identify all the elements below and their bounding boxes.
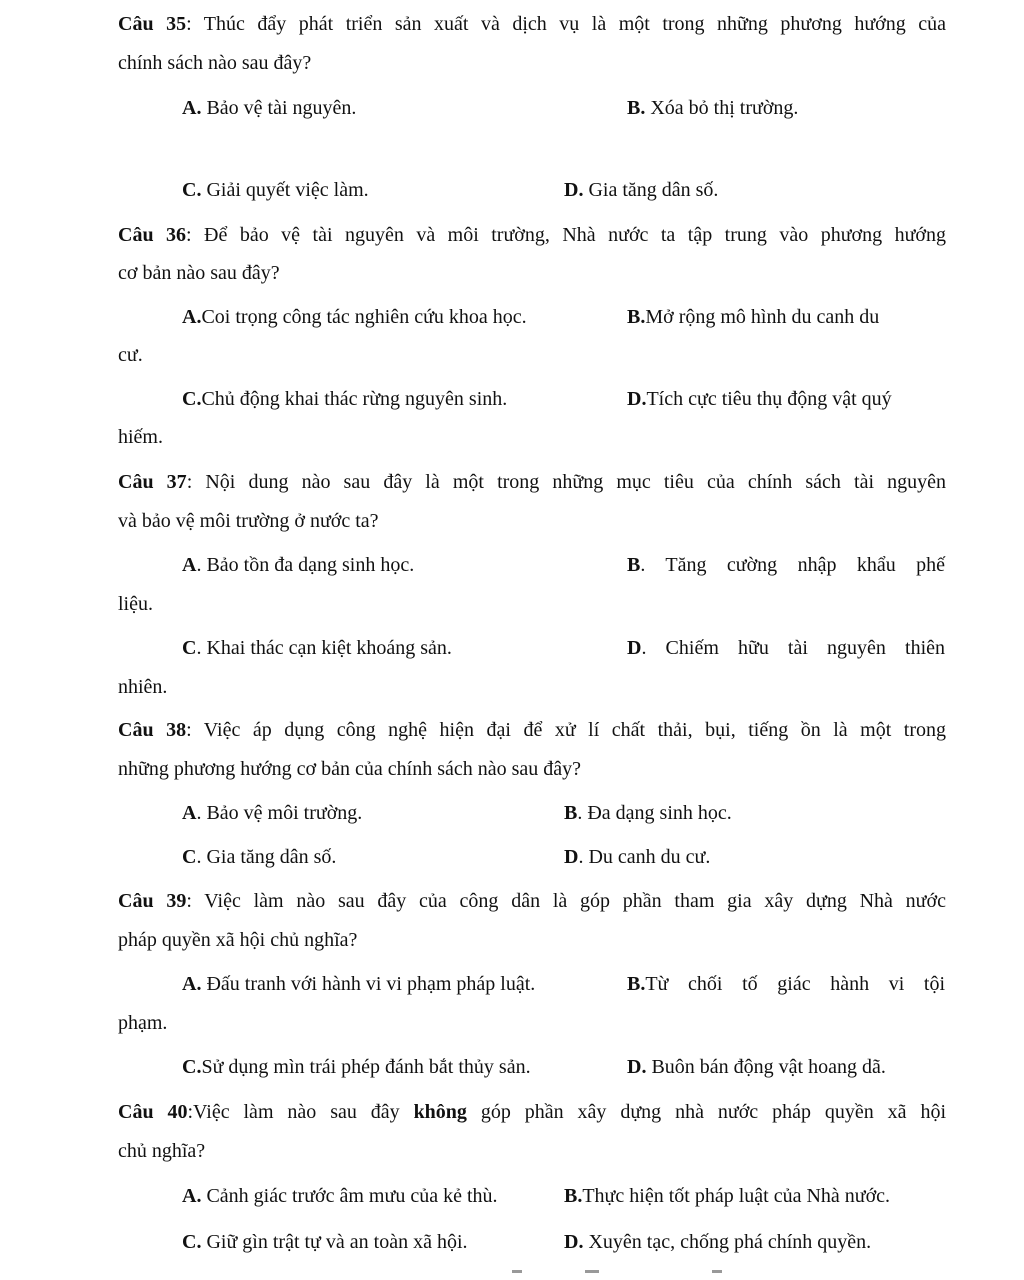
question-39-stem-line-1: Câu 39: Việc làm nào sau đây của công dân là góp phần tham gia xây dựng Nhà nước	[118, 890, 946, 912]
question-39-stem-line-2: pháp quyền xã hội chủ nghĩa?	[118, 929, 358, 951]
question-35-option-b: B. Xóa bỏ thị trường.	[627, 97, 799, 119]
question-39-option-d: D. Buôn bán động vật hoang dã.	[627, 1056, 886, 1078]
emphasis-not: không	[413, 1101, 467, 1123]
question-35-stem-line-1: Câu 35: Thúc đẩy phát triển sản xuất và dịch vụ là một trong những phương hướng của	[118, 13, 946, 35]
question-39-option-b-continued: phạm.	[118, 1012, 168, 1034]
question-36-stem-line-1: Câu 36: Để bảo vệ tài nguyên và môi trường, Nhà nước ta tập trung vào phương hướng	[118, 224, 946, 246]
question-36-option-b-continued: cư.	[118, 344, 143, 366]
cut-off-text-fragment	[712, 1270, 722, 1273]
question-36-number: Câu 36	[118, 224, 187, 246]
question-37-stem-line-2: và bảo vệ môi trường ở nước ta?	[118, 510, 379, 532]
question-39-option-c: C.Sử dụng mìn trái phép đánh bắt thủy sản.	[182, 1056, 531, 1078]
question-35-number: Câu 35	[118, 13, 187, 35]
cut-off-text-fragment	[512, 1270, 522, 1273]
question-36-stem-line-2: cơ bản nào sau đây?	[118, 262, 280, 284]
question-38-number: Câu 38	[118, 719, 187, 741]
question-35-option-c: C. Giải quyết việc làm.	[182, 179, 369, 201]
question-36-option-d-continued: hiếm.	[118, 426, 163, 448]
question-37-option-b-continued: liệu.	[118, 593, 153, 615]
question-35-option-a: A. Bảo vệ tài nguyên.	[182, 97, 357, 119]
question-36-option-a: A.Coi trọng công tác nghiên cứu khoa học.	[182, 306, 527, 328]
question-40-option-b: B.Thực hiện tốt pháp luật của Nhà nước.	[564, 1185, 891, 1207]
question-39-number: Câu 39	[118, 890, 187, 912]
question-39-option-b: B.Từ chối tố giác hành vi tội	[627, 973, 945, 995]
question-38-stem-line-2: những phương hướng cơ bản của chính sách nào sau đây?	[118, 758, 582, 780]
question-37-option-c: C. Khai thác cạn kiệt khoáng sản.	[182, 637, 452, 659]
question-40-stem-line-1: Câu 40:Việc làm nào sau đây không góp phần xây dựng nhà nước pháp quyền xã hội	[118, 1101, 946, 1123]
question-38-option-a: A. Bảo vệ môi trường.	[182, 802, 363, 824]
question-35-stem-line-2: chính sách nào sau đây?	[118, 52, 312, 74]
question-36-option-d: D.Tích cực tiêu thụ động vật quý	[627, 388, 892, 410]
question-38-option-b: B. Đa dạng sinh học.	[564, 802, 732, 824]
question-37-option-d-continued: nhiên.	[118, 676, 168, 698]
question-37-number: Câu 37	[118, 471, 187, 493]
question-36-option-b: B.Mở rộng mô hình du canh du	[627, 306, 880, 328]
question-38-stem-line-1: Câu 38: Việc áp dụng công nghệ hiện đại để xử lí chất thải, bụi, tiếng ồn là một trong	[118, 719, 947, 741]
question-37-option-b: B. Tăng cường nhập khẩu phế	[627, 554, 945, 576]
question-40-option-d: D. Xuyên tạc, chống phá chính quyền.	[564, 1231, 872, 1253]
question-40-option-c: C. Giữ gìn trật tự và an toàn xã hội.	[182, 1231, 468, 1253]
question-35-option-d: D. Gia tăng dân số.	[564, 179, 719, 201]
question-40-stem-line-2: chủ nghĩa?	[118, 1140, 206, 1162]
question-37-stem-line-1: Câu 37: Nội dung nào sau đây là một trong những mục tiêu của chính sách tài nguyên	[118, 471, 946, 493]
question-37-option-d: D. Chiếm hữu tài nguyên thiên	[627, 637, 945, 659]
question-38-option-d: D. Du canh du cư.	[564, 846, 711, 868]
question-39-option-a: A. Đấu tranh với hành vi vi phạm pháp luật.	[182, 973, 536, 995]
question-37-option-a: A. Bảo tồn đa dạng sinh học.	[182, 554, 415, 576]
question-40-number: Câu 40	[118, 1101, 188, 1123]
question-40-option-a: A. Cảnh giác trước âm mưu của kẻ thù.	[182, 1185, 498, 1207]
question-36-option-c: C.Chủ động khai thác rừng nguyên sinh.	[182, 388, 508, 410]
question-38-option-c: C. Gia tăng dân số.	[182, 846, 337, 868]
cut-off-text-fragment	[585, 1270, 599, 1273]
